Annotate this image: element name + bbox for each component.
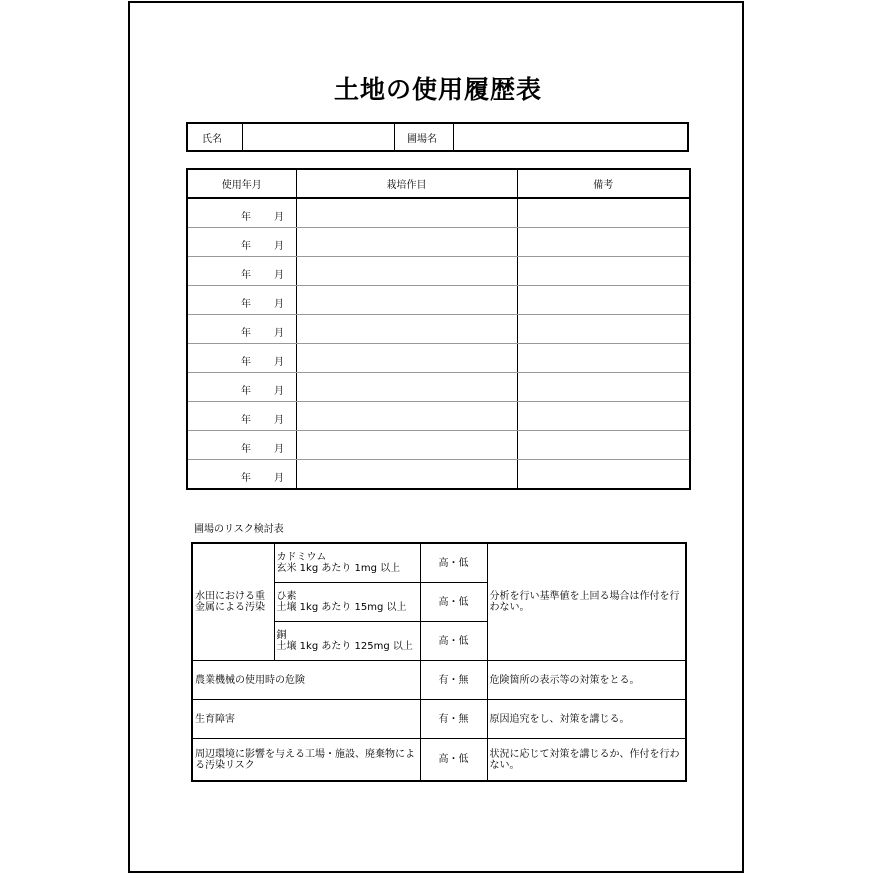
- risk-item: 周辺環境に影響を与える工場・施設、廃棄物による汚染リスク: [192, 739, 420, 782]
- year-label: 年: [241, 212, 251, 223]
- note-cell[interactable]: [517, 402, 690, 431]
- month-label: 月: [274, 386, 284, 397]
- crop-cell[interactable]: [296, 402, 517, 431]
- risk-threshold: 玄米 1kg あたり 1mg 以上: [276, 563, 401, 574]
- crop-cell[interactable]: [296, 460, 517, 490]
- table-row: [187, 402, 690, 431]
- table-header-row: [187, 169, 690, 198]
- risk-measure: 原因追究をし、対策を講じる。: [487, 700, 686, 739]
- usage-date-cell[interactable]: [187, 344, 296, 373]
- usage-date-cell[interactable]: [187, 373, 296, 402]
- table-row: [187, 228, 690, 257]
- note-cell[interactable]: [517, 315, 690, 344]
- copper-cell: [274, 622, 420, 661]
- table-row: [187, 198, 690, 228]
- risk-measure: 状況に応じて対策を講じるか、作付を行わない。: [487, 739, 686, 782]
- header-usage-date: 使用年月: [187, 169, 296, 198]
- risk-level-option[interactable]: 高・低: [420, 543, 487, 583]
- month-label: 月: [274, 473, 284, 484]
- month-label: 月: [274, 328, 284, 339]
- year-label: 年: [241, 241, 251, 252]
- usage-date-cell[interactable]: [187, 431, 296, 460]
- usage-date-cell[interactable]: [187, 286, 296, 315]
- risk-item: 農業機械の使用時の危険: [192, 661, 420, 700]
- note-cell[interactable]: [517, 344, 690, 373]
- table-row: [187, 315, 690, 344]
- table-row: [187, 373, 690, 402]
- risk-substance-name: 銅: [276, 630, 287, 641]
- crop-cell[interactable]: [296, 257, 517, 286]
- table-row: [192, 661, 686, 700]
- crop-cell[interactable]: [296, 373, 517, 402]
- page-title: 土地の使用履歴表: [333, 75, 542, 104]
- crop-cell[interactable]: [296, 431, 517, 460]
- risk-level-option[interactable]: 高・低: [420, 739, 487, 782]
- table-row: [187, 460, 690, 490]
- note-cell[interactable]: [517, 228, 690, 257]
- heavy-metal-measure: 分析を行い基準値を上回る場合は作付を行わない。: [487, 543, 686, 661]
- field-name-label: 圃場名: [395, 124, 454, 150]
- note-cell[interactable]: [517, 431, 690, 460]
- crop-cell[interactable]: [296, 228, 517, 257]
- usage-date-cell[interactable]: [187, 257, 296, 286]
- usage-date-cell[interactable]: [187, 402, 296, 431]
- note-cell[interactable]: [517, 257, 690, 286]
- year-label: 年: [241, 357, 251, 368]
- year-label: 年: [241, 444, 251, 455]
- table-row: [192, 543, 686, 583]
- heavy-metal-category: 水田における重金属による汚染: [192, 543, 274, 661]
- month-label: 月: [274, 241, 284, 252]
- note-cell[interactable]: [517, 286, 690, 315]
- name-label: 氏名: [188, 124, 243, 150]
- year-label: 年: [241, 473, 251, 484]
- usage-date-cell[interactable]: [187, 315, 296, 344]
- risk-level-option[interactable]: 有・無: [420, 661, 487, 700]
- usage-date-cell[interactable]: [187, 198, 296, 228]
- year-label: 年: [241, 415, 251, 426]
- usage-history-table: [186, 168, 691, 490]
- cadmium-cell: [274, 543, 420, 583]
- usage-date-cell[interactable]: [187, 228, 296, 257]
- table-row: [192, 700, 686, 739]
- header-crop: 栽培作目: [296, 169, 517, 198]
- info-box: [186, 122, 689, 152]
- year-label: 年: [241, 299, 251, 310]
- risk-level-option[interactable]: 高・低: [420, 622, 487, 661]
- risk-table-title: 圃場のリスク検討表: [194, 524, 284, 535]
- month-label: 月: [274, 444, 284, 455]
- risk-substance-name: カドミウム: [276, 552, 327, 563]
- arsenic-cell: [274, 583, 420, 622]
- year-label: 年: [241, 270, 251, 281]
- table-row: [187, 431, 690, 460]
- note-cell[interactable]: [517, 373, 690, 402]
- name-field[interactable]: [243, 124, 395, 150]
- month-label: 月: [274, 357, 284, 368]
- month-label: 月: [274, 299, 284, 310]
- crop-cell[interactable]: [296, 344, 517, 373]
- risk-measure: 危険箇所の表示等の対策をとる。: [487, 661, 686, 700]
- risk-threshold: 土壌 1kg あたり 125mg 以上: [276, 641, 413, 652]
- table-row: [192, 739, 686, 782]
- risk-threshold: 土壌 1kg あたり 15mg 以上: [276, 602, 407, 613]
- field-name-field[interactable]: [454, 124, 687, 150]
- table-row: [187, 344, 690, 373]
- month-label: 月: [274, 270, 284, 281]
- month-label: 月: [274, 212, 284, 223]
- table-row: [187, 286, 690, 315]
- risk-review-table: [191, 542, 687, 782]
- risk-level-option[interactable]: 有・無: [420, 700, 487, 739]
- month-label: 月: [274, 415, 284, 426]
- crop-cell[interactable]: [296, 198, 517, 228]
- usage-date-cell[interactable]: [187, 460, 296, 490]
- crop-cell[interactable]: [296, 286, 517, 315]
- header-note: 備考: [517, 169, 690, 198]
- year-label: 年: [241, 386, 251, 397]
- table-row: [187, 257, 690, 286]
- crop-cell[interactable]: [296, 315, 517, 344]
- risk-item: 生育障害: [192, 700, 420, 739]
- note-cell[interactable]: [517, 198, 690, 228]
- note-cell[interactable]: [517, 460, 690, 490]
- year-label: 年: [241, 328, 251, 339]
- risk-substance-name: ひ素: [276, 591, 297, 602]
- risk-level-option[interactable]: 高・低: [420, 583, 487, 622]
